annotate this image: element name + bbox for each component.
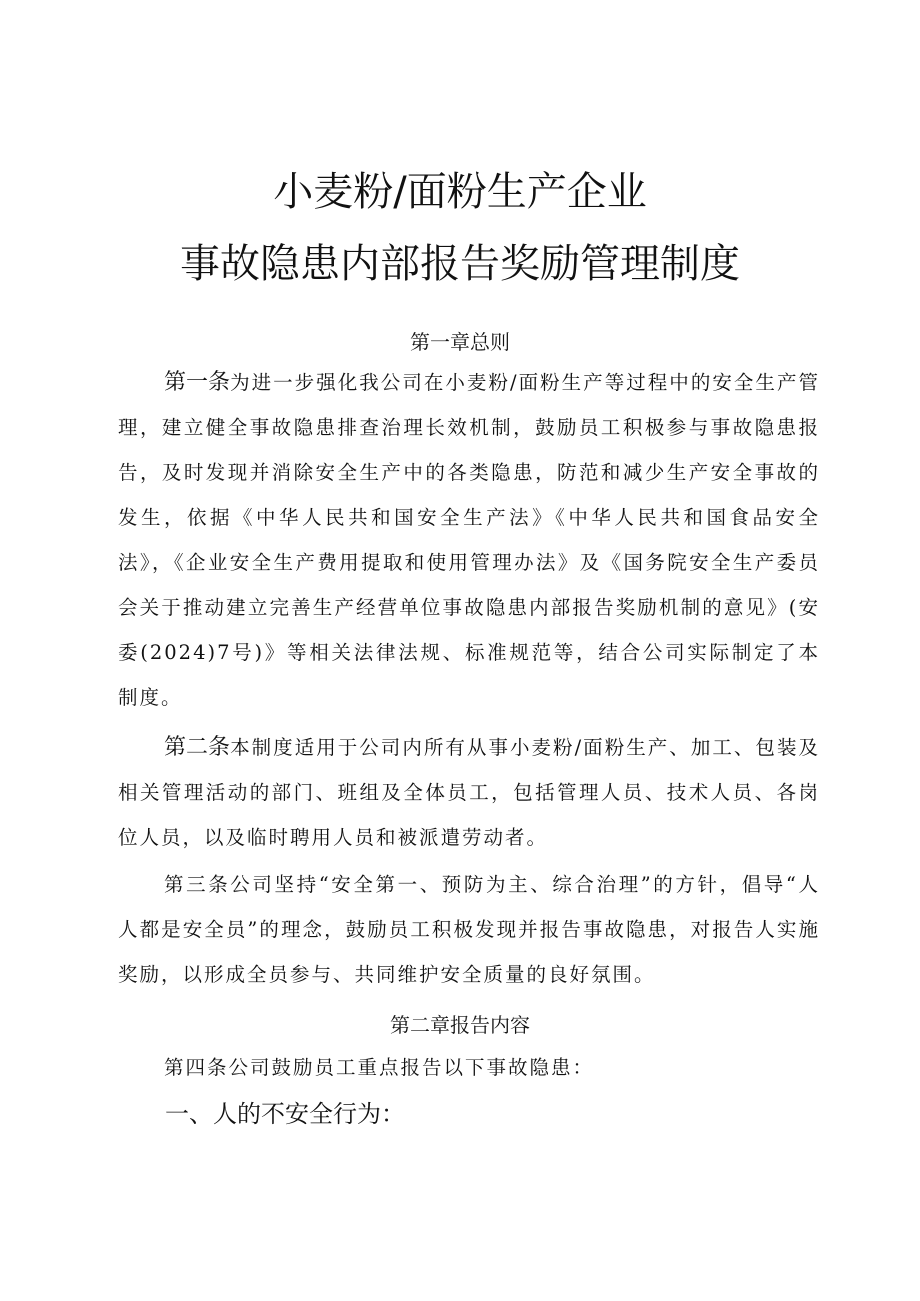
- chapter-2-heading: 第二章报告内容: [390, 1013, 530, 1037]
- article-2-text: 本制度适用于公司内所有从事小麦粉/面粉生产、加工、包装及相关管理活动的部门、班组及全体员工，包括管理人员、技术人员、各岗位人员，以及临时聘用人员和被派遣劳动者。: [118, 736, 820, 849]
- document-title-line-2: 事故隐患内部报告奖励管理制度: [180, 241, 740, 287]
- section-1-heading: 一、人的不安全行为：: [165, 1100, 405, 1128]
- article-1-text: 为进一步强化我公司在小麦粉/面粉生产等过程中的安全生产管理，建立健全事故隐患排查治理长效机制，鼓励员工积极参与事故隐患报告，及时发现并消除安全生产中的各类隐患，防范和减少生产安全事故的发生，依据《中华人民共和国安全生产法》《中华人民共和国食品安全法》，《企业安全生产费用提取和使用管理办法》及《国务院安全生产委员会关于推动建立完善生产经营单位事故隐患内部报告奖励机制的意见》(安委(2024)7号)》等相关法律法规、标准规范等，结合公司实际制定了本制度。: [118, 371, 820, 709]
- article-1-label: 第一条: [164, 370, 231, 395]
- document-title-line-1: 小麦粉/面粉生产企业: [273, 169, 647, 215]
- article-1: [118, 360, 820, 720]
- article-4: 第四条公司鼓励员工重点报告以下事故隐患：: [164, 1056, 595, 1079]
- article-2: [118, 725, 820, 860]
- article-2-label: 第二条: [164, 735, 231, 760]
- article-3: 第三条公司坚持“安全第一、预防为主、综合治理”的方针，倡导“人人都是安全员”的理念，鼓励员工积极发现并报告事故隐患，对报告人实施奖励，以形成全员参与、共同维护安全质量的良好氛围。: [118, 873, 820, 986]
- chapter-1-heading: 第一章总则: [410, 330, 510, 354]
